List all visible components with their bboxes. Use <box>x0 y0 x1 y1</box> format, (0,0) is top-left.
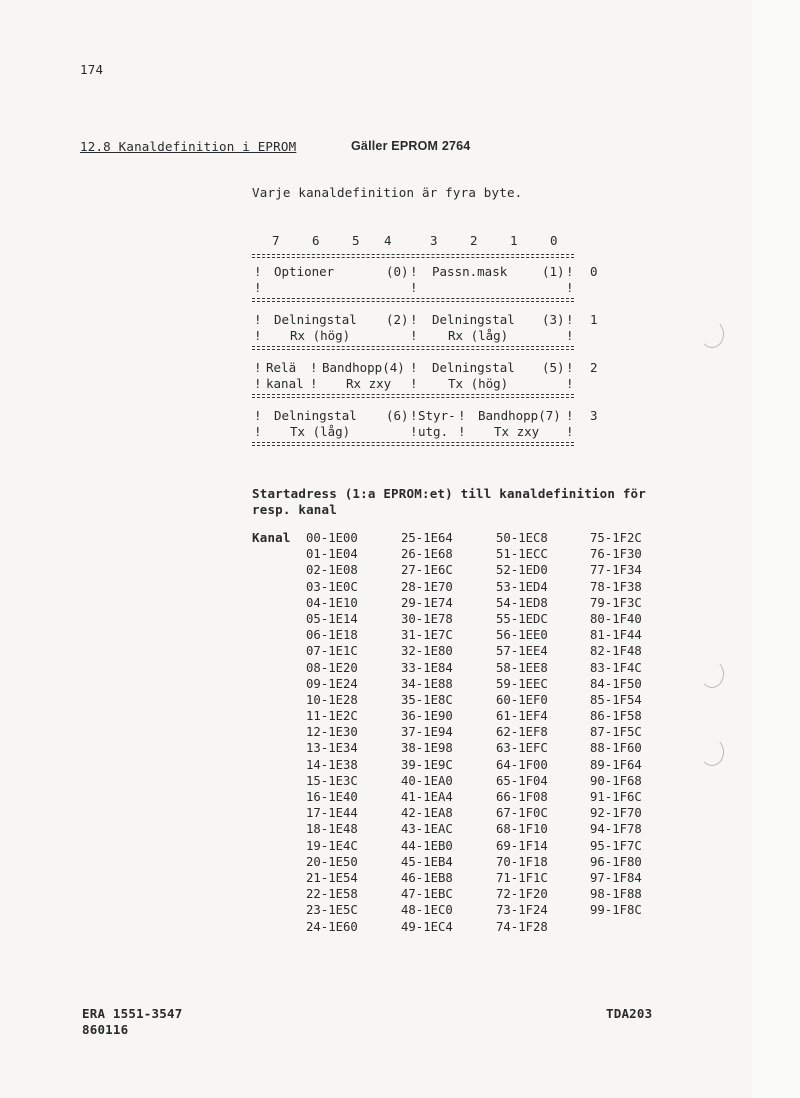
channel-address: 21-1E54 <box>306 870 358 885</box>
channel-address: 01-1E04 <box>306 547 358 562</box>
channel-address: 08-1E20 <box>306 660 358 675</box>
table-border: ! <box>410 424 418 439</box>
channel-address: 50-1EC8 <box>496 531 548 545</box>
channel-address: 73-1F24 <box>496 903 548 918</box>
table-border: ! <box>566 424 574 439</box>
channel-address: 87-1F5C <box>590 725 642 740</box>
field-sublabel: Rx (hög) <box>290 328 351 343</box>
channel-address: 89-1F64 <box>590 757 642 772</box>
field-label: Optioner <box>274 264 335 279</box>
table-border: ! <box>410 264 418 279</box>
channel-address: 43-1EAC <box>401 822 453 837</box>
table-border: ! <box>458 424 466 439</box>
footer-date: 860116 <box>82 1022 129 1037</box>
channel-address: 30-1E78 <box>401 611 453 626</box>
channel-address: 86-1F58 <box>590 709 642 724</box>
table-border: ! <box>566 376 574 391</box>
channel-address: 96-1F80 <box>590 854 642 869</box>
channel-address: 31-1E7C <box>401 628 453 643</box>
footer-code: TDA203 <box>606 1006 653 1021</box>
channel-address: 27-1E6C <box>401 563 453 578</box>
channel-address: 85-1F54 <box>590 692 642 707</box>
table-border: ! <box>410 408 418 423</box>
table-border: ! <box>410 280 418 295</box>
channel-address: 64-1F00 <box>496 757 548 772</box>
table-border: ! <box>254 264 262 279</box>
channel-address: 28-1E70 <box>401 579 453 594</box>
channel-address: 11-1E2C <box>306 709 358 724</box>
start-address-text: resp. kanal <box>252 502 337 517</box>
channel-address: 46-1EB8 <box>401 870 453 885</box>
table-rule <box>252 394 574 395</box>
channel-address: 82-1F48 <box>590 644 642 659</box>
field-sublabel: utg. <box>418 424 449 439</box>
channel-address: 62-1EF8 <box>496 725 548 740</box>
channel-address: 03-1E0C <box>306 579 358 594</box>
channel-address: 88-1F60 <box>590 741 642 756</box>
channel-address: 02-1E08 <box>306 563 358 578</box>
channel-address: 81-1F44 <box>590 628 642 643</box>
channel-address: 55-1EDC <box>496 611 548 626</box>
table-rule <box>252 442 574 443</box>
channel-address: 17-1E44 <box>306 806 358 821</box>
channel-address: 00-1E00 <box>306 531 358 545</box>
table-border: ! <box>566 328 574 343</box>
table-border: ! <box>410 328 418 343</box>
field-sublabel: Rx zxy <box>346 376 392 391</box>
table-rule <box>252 254 574 255</box>
footer-doc-id: ERA 1551-3547 <box>82 1006 183 1021</box>
channel-address: 34-1E88 <box>401 676 453 691</box>
bit-label: 3 <box>430 233 438 248</box>
channel-address: 97-1F84 <box>590 870 642 885</box>
start-address-text: Startadress (1:a EPROM:et) till kanaldefinition för <box>252 486 647 501</box>
channel-address: 16-1E40 <box>306 790 358 804</box>
channel-address: 49-1EC4 <box>401 919 453 934</box>
channel-address: 74-1F28 <box>496 919 548 934</box>
table-border: ! <box>254 376 262 391</box>
channel-address: 07-1E1C <box>306 644 358 659</box>
channel-address: 60-1EF0 <box>496 692 548 707</box>
channel-address: 72-1F20 <box>496 887 548 902</box>
byte-number: (2) <box>386 312 409 327</box>
table-border: ! <box>254 280 262 295</box>
table-border: ! <box>254 424 262 439</box>
section-title: 12.8 Kanaldefinition i EPROM <box>80 139 297 154</box>
channel-address: 56-1EE0 <box>496 628 548 643</box>
channel-address: 25-1E64 <box>401 531 453 545</box>
kanal-label: Kanal <box>252 530 291 545</box>
channel-address: 59-1EEC <box>496 676 548 691</box>
channel-address: 77-1F34 <box>590 563 642 578</box>
byte-number: (6) <box>386 408 409 423</box>
channel-address: 40-1EA0 <box>401 773 453 788</box>
channel-address: 83-1F4C <box>590 660 642 675</box>
table-rule <box>252 445 574 446</box>
table-border: ! <box>566 360 574 375</box>
channel-address: 84-1F50 <box>590 676 642 691</box>
row-index: 3 <box>590 408 598 423</box>
table-border: ! <box>566 280 574 295</box>
channel-address: 91-1F6C <box>590 790 642 804</box>
channel-address: 94-1F78 <box>590 822 642 837</box>
bit-label: 1 <box>510 233 518 248</box>
channel-address: 66-1F08 <box>496 790 548 804</box>
channel-address: 37-1E94 <box>401 725 453 740</box>
channel-address: 99-1F8C <box>590 903 642 918</box>
punch-hole <box>700 320 724 348</box>
stamp-note: Gäller EPROM 2764 <box>351 139 471 153</box>
channel-address: 05-1E14 <box>306 611 358 626</box>
channel-address: 67-1F0C <box>496 806 548 821</box>
channel-address: 32-1E80 <box>401 644 453 659</box>
channel-address: 76-1F30 <box>590 547 642 562</box>
table-rule <box>252 349 574 350</box>
bit-label: 4 <box>384 233 392 248</box>
bit-label: 6 <box>312 233 320 248</box>
address-column <box>306 530 358 935</box>
channel-address: 29-1E74 <box>401 595 453 610</box>
table-border: ! <box>410 360 418 375</box>
channel-address: 45-1EB4 <box>401 854 453 869</box>
field-sublabel: Rx (låg) <box>448 328 509 343</box>
table-border: ! <box>566 264 574 279</box>
table-border: ! <box>566 408 574 423</box>
channel-address: 68-1F10 <box>496 822 548 837</box>
channel-address: 26-1E68 <box>401 547 453 562</box>
channel-address: 23-1E5C <box>306 903 358 918</box>
channel-address: 12-1E30 <box>306 725 358 740</box>
row-index: 0 <box>590 264 598 279</box>
field-label: Delningstal <box>432 312 515 327</box>
channel-address: 20-1E50 <box>306 854 358 869</box>
field-label: Relä <box>266 360 297 375</box>
table-border: ! <box>254 408 262 423</box>
channel-address: 47-1EBC <box>401 887 453 902</box>
channel-address: 78-1F38 <box>590 579 642 594</box>
channel-address: 09-1E24 <box>306 676 358 691</box>
field-sublabel: kanal <box>266 376 304 391</box>
channel-address: 13-1E34 <box>306 741 358 756</box>
channel-address: 35-1E8C <box>401 692 453 707</box>
table-border: ! <box>566 312 574 327</box>
bit-label: 5 <box>352 233 360 248</box>
field-label: Bandhopp(4) <box>322 360 405 375</box>
field-sublabel: Tx zxy <box>494 424 540 439</box>
field-label: Bandhopp(7) <box>478 408 561 423</box>
channel-address: 57-1EE4 <box>496 644 548 659</box>
punch-hole <box>700 660 724 688</box>
table-rule <box>252 346 574 347</box>
channel-address: 42-1EA8 <box>401 806 453 821</box>
channel-address: 04-1E10 <box>306 595 358 610</box>
table-border: ! <box>310 360 318 375</box>
address-column <box>496 530 548 935</box>
channel-address: 41-1EA4 <box>401 790 453 804</box>
channel-address: 70-1F18 <box>496 854 548 869</box>
field-sublabel: Tx (hög) <box>448 376 509 391</box>
table-border: ! <box>254 360 262 375</box>
intro-text: Varje kanaldefinition är fyra byte. <box>252 185 523 200</box>
channel-address: 19-1E4C <box>306 838 358 853</box>
address-column <box>401 530 453 935</box>
channel-address: 06-1E18 <box>306 628 358 643</box>
channel-address: 18-1E48 <box>306 822 358 837</box>
channel-address: 39-1E9C <box>401 757 453 772</box>
bit-label: 2 <box>470 233 478 248</box>
channel-address: 63-1EFC <box>496 741 548 756</box>
channel-address: 69-1F14 <box>496 838 548 853</box>
channel-address: 24-1E60 <box>306 919 358 934</box>
bit-label: 7 <box>272 233 280 248</box>
address-column <box>590 530 642 919</box>
channel-address: 15-1E3C <box>306 773 358 788</box>
channel-address: 44-1EB0 <box>401 838 453 853</box>
channel-address: 65-1F04 <box>496 773 548 788</box>
channel-address: 51-1ECC <box>496 547 548 562</box>
channel-address: 38-1E98 <box>401 741 453 756</box>
channel-address: 95-1F7C <box>590 838 642 853</box>
row-index: 2 <box>590 360 598 375</box>
byte-number: (5) <box>542 360 565 375</box>
channel-address: 53-1ED4 <box>496 579 548 594</box>
field-label: Delningstal <box>432 360 515 375</box>
table-border: ! <box>410 312 418 327</box>
field-label: Passn.mask <box>432 264 508 279</box>
channel-address: 71-1F1C <box>496 870 548 885</box>
field-label: Styr- <box>418 408 456 423</box>
channel-address: 14-1E38 <box>306 757 358 772</box>
byte-number: (3) <box>542 312 565 327</box>
channel-address: 92-1F70 <box>590 806 642 821</box>
table-border: ! <box>410 376 418 391</box>
channel-address: 75-1F2C <box>590 531 642 545</box>
table-rule <box>252 397 574 398</box>
field-sublabel: Tx (låg) <box>290 424 351 439</box>
channel-address: 22-1E58 <box>306 887 358 902</box>
channel-address: 80-1F40 <box>590 611 642 626</box>
table-rule <box>252 301 574 302</box>
table-rule <box>252 298 574 299</box>
channel-address: 52-1ED0 <box>496 563 548 578</box>
row-index: 1 <box>590 312 598 327</box>
byte-number: (1) <box>542 264 565 279</box>
byte-number: (0) <box>386 264 409 279</box>
table-border: ! <box>254 312 262 327</box>
table-border: ! <box>254 328 262 343</box>
channel-address: 54-1ED8 <box>496 595 548 610</box>
page-number: 174 <box>80 62 104 77</box>
channel-address: 36-1E90 <box>401 709 453 724</box>
punch-hole <box>700 738 724 766</box>
channel-address: 58-1EE8 <box>496 660 548 675</box>
channel-address: 33-1E84 <box>401 660 453 675</box>
table-border: ! <box>310 376 318 391</box>
table-rule <box>252 257 574 258</box>
channel-address: 79-1F3C <box>590 595 642 610</box>
channel-address: 98-1F88 <box>590 887 642 902</box>
channel-address: 10-1E28 <box>306 692 358 707</box>
table-border: ! <box>458 408 466 423</box>
channel-address: 90-1F68 <box>590 773 642 788</box>
page-edge <box>752 0 800 1098</box>
field-label: Delningstal <box>274 312 357 327</box>
channel-address: 61-1EF4 <box>496 709 548 724</box>
channel-address: 48-1EC0 <box>401 903 453 918</box>
field-label: Delningstal <box>274 408 357 423</box>
bit-label: 0 <box>550 233 558 248</box>
